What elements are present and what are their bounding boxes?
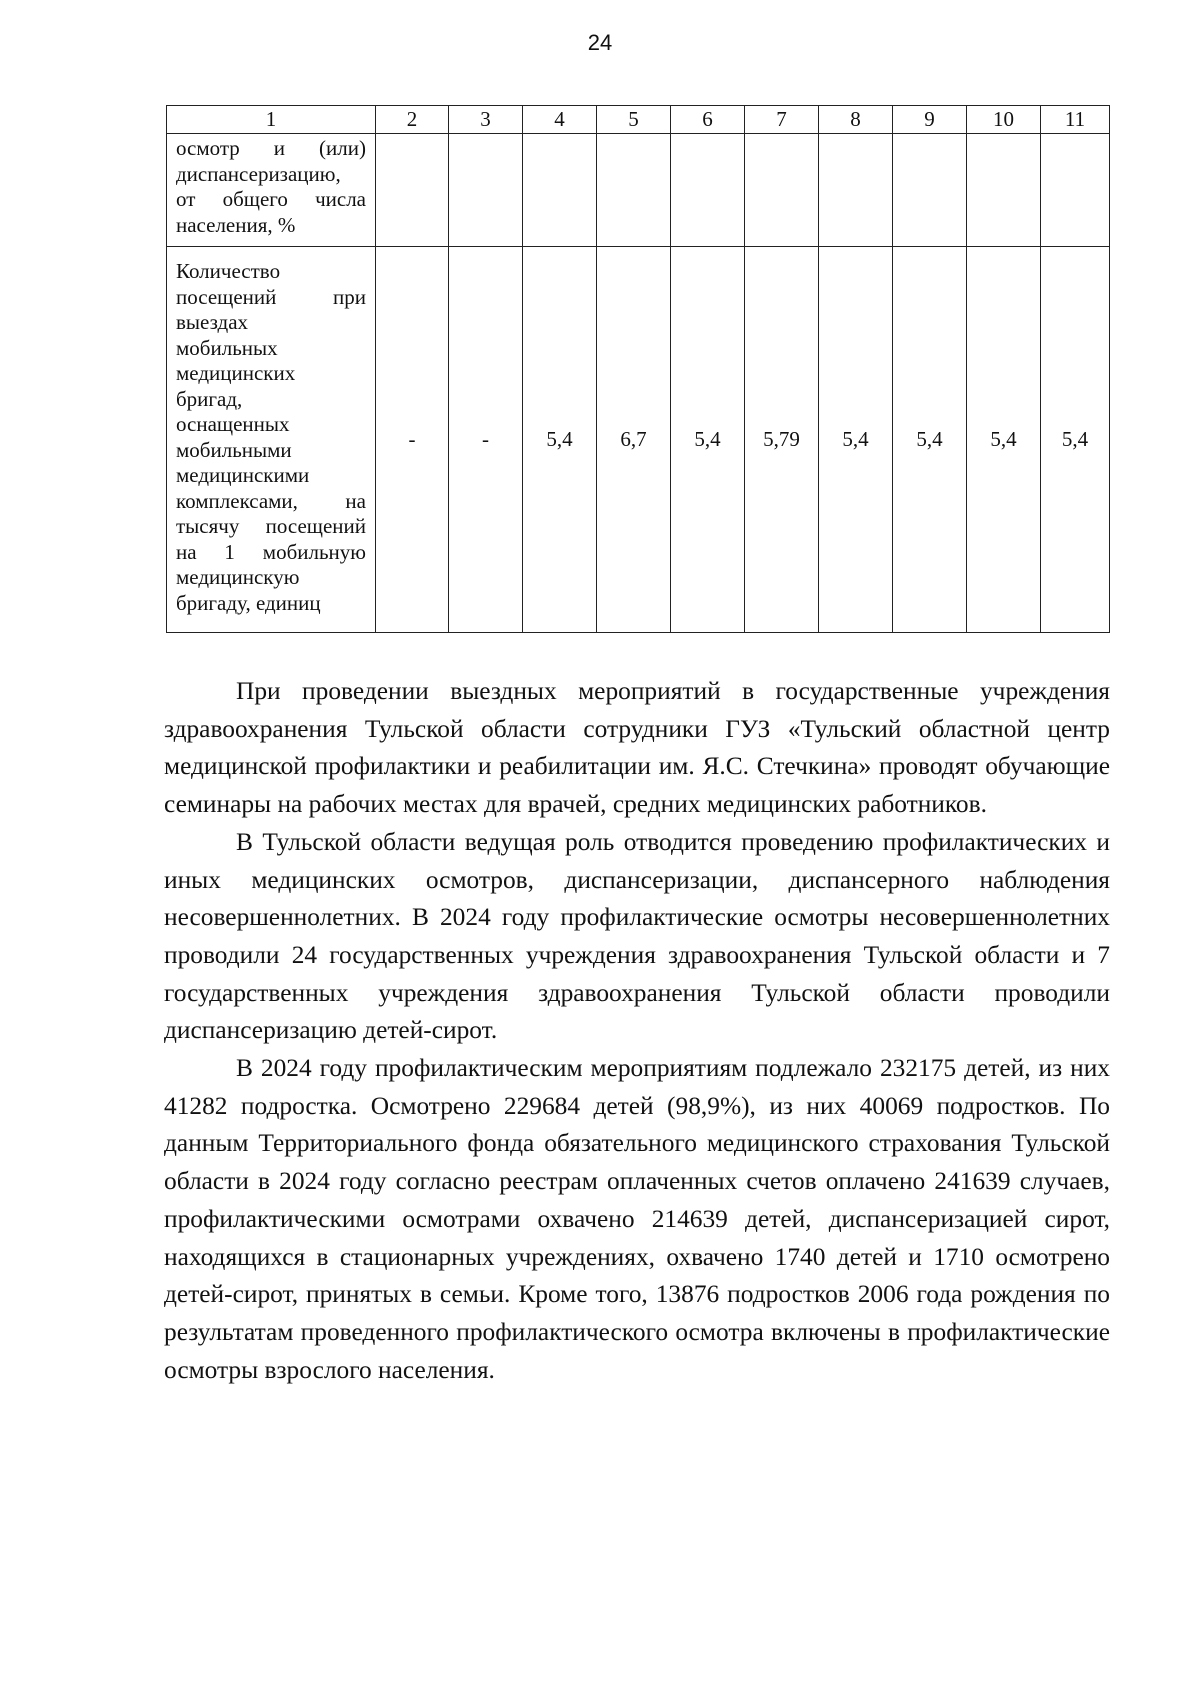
table-cell: 5,4 bbox=[523, 247, 597, 633]
table-cell bbox=[671, 134, 745, 247]
indicator-table bbox=[166, 105, 1110, 633]
label-line: бригад, bbox=[176, 386, 243, 411]
label-line: тысячу посещений bbox=[176, 514, 366, 538]
label-line: бригаду, единиц bbox=[176, 590, 321, 615]
table-header-row bbox=[167, 106, 1110, 134]
label-line: осмотр и (или) bbox=[176, 136, 366, 160]
column-number: 3 bbox=[449, 106, 523, 134]
table-cell: - bbox=[449, 247, 523, 633]
label-line: посещений при bbox=[176, 284, 366, 309]
label-line: медицинских bbox=[176, 361, 296, 385]
label-line: мобильных bbox=[176, 335, 278, 360]
label-line: населения, % bbox=[176, 212, 296, 237]
paragraph: При проведении выездных мероприятий в государственные учреждения здравоохранения Тульской области сотрудники ГУЗ «Тульский областной центр медицинской профилактики и реабилитации им. Я.С. Стечкина» проводят обучающие семинары на рабочих местах для врачей, средних медицинских работников. bbox=[164, 677, 1110, 819]
table-cell: 5,4 bbox=[893, 247, 967, 633]
table-row bbox=[167, 134, 1110, 247]
label-line: диспансеризацию, bbox=[176, 161, 341, 186]
table-cell: 5,4 bbox=[819, 247, 893, 633]
column-number: 10 bbox=[967, 106, 1041, 134]
table-cell: 6,7 bbox=[597, 247, 671, 633]
table-cell: 5,79 bbox=[745, 247, 819, 633]
label-line: медицинскими bbox=[176, 463, 310, 487]
label-line: медицинскую bbox=[176, 565, 300, 589]
paragraph: В Тульской области ведущая роль отводится проведению профилактических и иных медицинских осмотров, диспансеризации, диспансерного наблюдения несовершеннолетних. В 2024 году профилактические осмотры несовершеннолетних проводили 24 государственных учреждения здравоохранения Тульской области и 7 государственных учреждения здравоохранения Тульской области проводили диспансеризацию детей-сирот. bbox=[164, 827, 1110, 1045]
label-line: оснащенных bbox=[176, 412, 290, 436]
column-number: 7 bbox=[745, 106, 819, 134]
row-label bbox=[167, 247, 376, 633]
table-cell: 5,4 bbox=[967, 247, 1041, 633]
table-cell bbox=[893, 134, 967, 247]
page-number: 24 bbox=[587, 30, 613, 55]
row-label bbox=[167, 134, 376, 247]
table-cell bbox=[449, 134, 523, 247]
column-number: 8 bbox=[819, 106, 893, 134]
table-cell bbox=[819, 134, 893, 247]
table-cell bbox=[376, 134, 449, 247]
column-number: 4 bbox=[523, 106, 597, 134]
label-line: мобильными bbox=[176, 437, 292, 462]
label-line: Количество bbox=[176, 259, 281, 283]
table-cell: 5,4 bbox=[1041, 247, 1110, 633]
label-line: комплексами, на bbox=[176, 488, 366, 513]
column-number: 9 bbox=[893, 106, 967, 134]
label-line: выездах bbox=[176, 310, 249, 334]
paragraph: В 2024 году профилактическим мероприятиям подлежало 232175 детей, из них 41282 подростка. Осмотрено 229684 детей (98,9%), из них 40069 подростков. По данным Территориального фонда обязательного медицинского страхования Тульской области в 2024 году согласно реестрам оплаченных счетов оплачено 241639 случаев, профилактическими осмотрами охвачено 214639 детей, диспансеризацией сирот, находящихся в стационарных учреждениях, охвачено 1740 детей и 1710 осмотрено детей-сирот, принятых в семьи. Кроме того, 13876 подростков 2006 года рождения по результатам проведенного профилактического осмотра включены в профилактические осмотры взрослого населения. bbox=[164, 1054, 1110, 1384]
table-row bbox=[167, 247, 1110, 633]
table-cell bbox=[523, 134, 597, 247]
label-line: от общего числа bbox=[176, 187, 366, 211]
column-number: 2 bbox=[376, 106, 449, 134]
label-line: на 1 мобильную bbox=[176, 539, 366, 564]
column-number: 11 bbox=[1041, 106, 1110, 134]
table-cell bbox=[1041, 134, 1110, 247]
column-number: 6 bbox=[671, 106, 745, 134]
column-number: 1 bbox=[167, 106, 376, 134]
table-cell bbox=[597, 134, 671, 247]
table-cell: 5,4 bbox=[671, 247, 745, 633]
table-cell bbox=[745, 134, 819, 247]
column-number: 5 bbox=[597, 106, 671, 134]
table-cell: - bbox=[376, 247, 449, 633]
table-cell bbox=[967, 134, 1041, 247]
body-text bbox=[164, 673, 1110, 1389]
